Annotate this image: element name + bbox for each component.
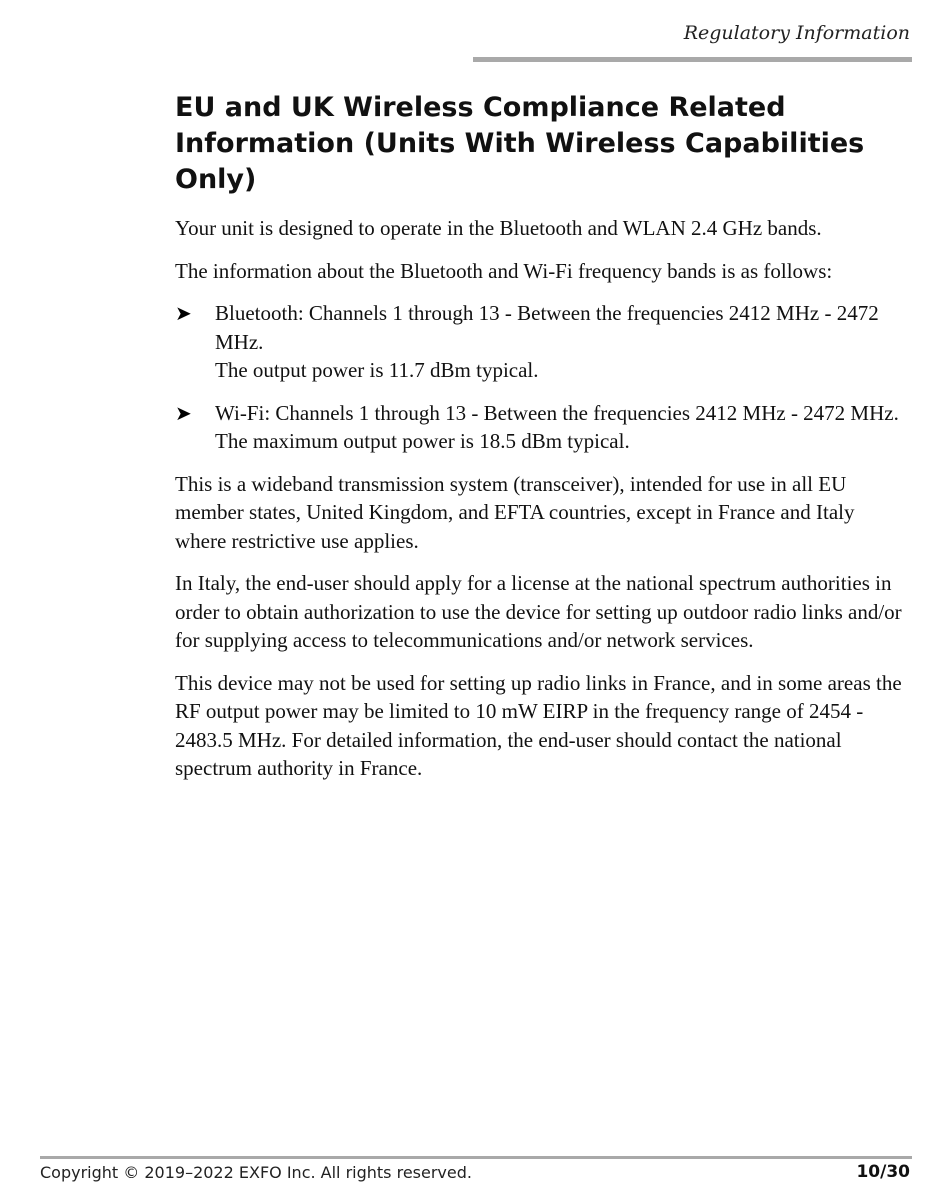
bullet-note: The output power is 11.7 dBm typical.	[215, 358, 539, 382]
page-number: 10/30	[856, 1162, 910, 1182]
bullet-text: Bluetooth: Channels 1 through 13 - Between the frequencies 2412 MHz - 2472 MHz.	[215, 301, 879, 354]
running-header-title: Regulatory Information	[683, 22, 910, 44]
bullet-list	[175, 299, 910, 456]
bullet-body	[215, 399, 910, 456]
paragraph-intro: Your unit is designed to operate in the Bluetooth and WLAN 2.4 GHz bands.	[175, 216, 822, 240]
bullet-item-wifi	[175, 399, 910, 456]
arrow-bullet-icon: ➤	[175, 400, 192, 425]
paragraph-bands: The information about the Bluetooth and Wi-Fi frequency bands is as follows:	[175, 258, 833, 283]
paragraph-italy: In Italy, the end-user should apply for a license at the national spectrum authorities in order to obtain authorization to use the device for setting up outdoor radio links and/or for supplying access to telecommunications and/or network services.	[175, 571, 902, 652]
footer-rule	[40, 1156, 912, 1159]
footer-copyright: Copyright © 2019–2022 EXFO Inc. All rights reserved.	[40, 1163, 472, 1182]
paragraph-transceiver: This is a wideband transmission system (transceiver), intended for use in all EU member states, United Kingdom, and EFTA countries, except in France and Italy where restrictive use applies.	[175, 471, 855, 553]
main-content	[175, 90, 910, 797]
bullet-text: Wi-Fi: Channels 1 through 13 - Between the frequencies 2412 MHz - 2472 MHz.	[215, 400, 899, 425]
bullet-item-bluetooth	[175, 299, 910, 385]
bullet-body	[215, 299, 910, 385]
section-heading: EU and UK Wireless Compliance Related Information (Units With Wireless Capabilities Only)	[175, 92, 865, 195]
header-rule	[473, 57, 912, 62]
paragraph-france: This device may not be used for setting up radio links in France, and in some areas the RF output power may be limited to 10 mW EIRP in the frequency range of 2454 - 2483.5 MHz. For detailed information, the end-user should contact the national spectrum authority in France.	[175, 670, 902, 780]
arrow-bullet-icon: ➤	[175, 301, 192, 325]
bullet-note: The maximum output power is 18.5 dBm typical.	[215, 429, 630, 453]
